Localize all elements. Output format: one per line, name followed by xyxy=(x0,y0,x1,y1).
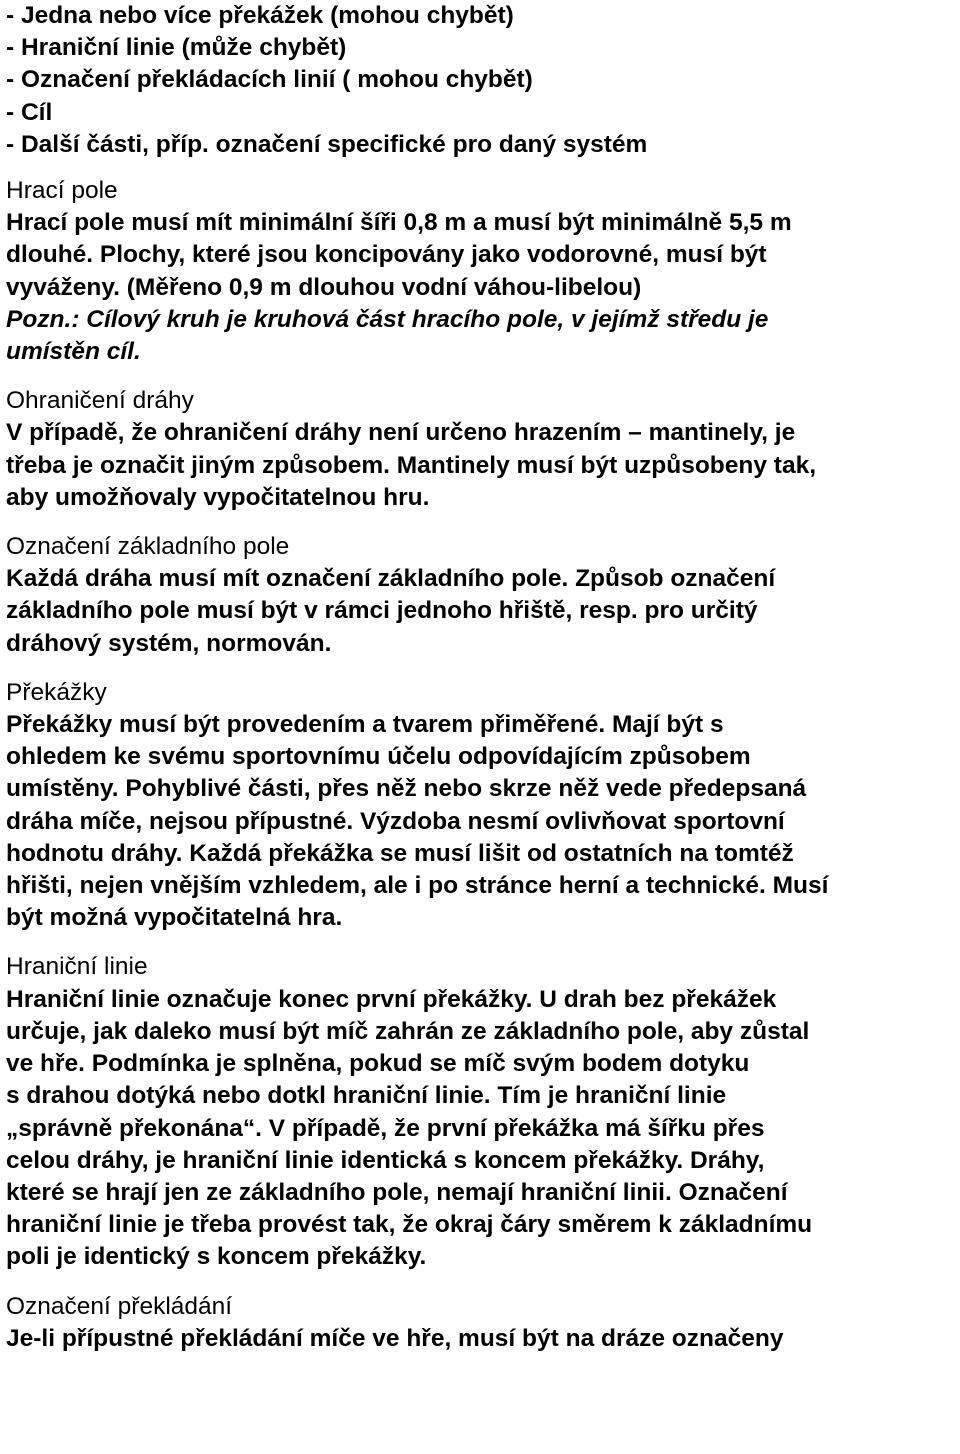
paragraph-line: s drahou dotýká nebo dotkl hraniční linie. Tím je hraniční linie xyxy=(6,1082,727,1110)
paragraph-line: „správně překonána“. V případě, že první překážka má šířku přes xyxy=(6,1114,765,1142)
paragraph-line: dráha míče, nejsou přípustné. Výzdoba nesmí ovlivňovat sportovní xyxy=(6,807,785,835)
paragraph-line: které se hrají jen ze základního pole, nemají hraniční linii. Označení xyxy=(6,1178,788,1206)
list-item: - Cíl xyxy=(6,98,53,126)
paragraph-line: V případě, že ohraničení dráhy není určeno hrazením – mantinely, je xyxy=(6,419,796,447)
paragraph-line: třeba je označit jiným způsobem. Mantinely musí být uzpůsobeny tak, xyxy=(6,451,817,479)
list-item: - Označení překládacích linií ( mohou chybět) xyxy=(6,66,533,94)
section-heading: Překážky xyxy=(6,678,107,706)
paragraph-line: dlouhé. Plochy, které jsou koncipovány jako vodorovné, musí být xyxy=(6,241,767,269)
paragraph-line: hodnotu dráhy. Každá překážka se musí lišit od ostatních na tomtéž xyxy=(6,839,794,867)
list-item: - Hraniční linie (může chybět) xyxy=(6,34,347,62)
paragraph-line: dráhový systém, normován. xyxy=(6,629,332,657)
section-heading: Označení základního pole xyxy=(6,533,290,561)
paragraph-line: Hraniční linie označuje konec první překážky. U drah bez překážek xyxy=(6,985,777,1013)
paragraph-line: Každá dráha musí mít označení základního pole. Způsob označení xyxy=(6,565,776,593)
paragraph-line: vyváženy. (Měřeno 0,9 m dlouhou vodní váhou-libelou) xyxy=(6,273,642,301)
paragraph-line: základního pole musí být v rámci jednoho hřiště, resp. pro určitý xyxy=(6,597,758,625)
section-heading: Hrací pole xyxy=(6,177,118,205)
paragraph-line: Je-li přípustné překládání míče ve hře, musí být na dráze označeny xyxy=(6,1324,784,1352)
intro-list xyxy=(6,0,956,161)
section-heading: Hraniční linie xyxy=(6,953,148,981)
paragraph-line: určuje, jak daleko musí být míč zahrán ze základního pole, aby zůstal xyxy=(6,1017,810,1045)
paragraph-line: ve hře. Podmínka je splněna, pokud se míč svým bodem dotyku xyxy=(6,1050,750,1078)
paragraph-line: hraniční linie je třeba provést tak, že okraj čáry směrem k základnímu xyxy=(6,1211,813,1239)
note-line: umístěn cíl. xyxy=(6,338,141,366)
section-oznaceni-prekladani xyxy=(6,1291,956,1355)
note-line: Pozn.: Cílový kruh je kruhová část hracího pole, v jejímž středu je xyxy=(6,305,769,333)
list-item: - Další části, příp. označení specifické pro daný systém xyxy=(6,130,648,158)
list-item: - Jedna nebo více překážek (mohou chybět) xyxy=(6,2,514,29)
paragraph-line: Hrací pole musí mít minimální šíři 0,8 m a musí být minimálně 5,5 m xyxy=(6,209,792,237)
section-heading: Ohraničení dráhy xyxy=(6,387,194,415)
paragraph-line: být možná vypočitatelná hra. xyxy=(6,904,343,932)
section-prekazky xyxy=(6,677,956,935)
paragraph-line: poli je identický s koncem překážky. xyxy=(6,1243,427,1271)
section-hranicni-linie xyxy=(6,951,956,1273)
section-ohraniceni-drahy xyxy=(6,385,956,514)
paragraph-line: celou dráhy, je hraniční linie identická s koncem překážky. Dráhy, xyxy=(6,1146,765,1174)
section-hraci-pole xyxy=(6,175,956,368)
paragraph-line: Překážky musí být provedením a tvarem přiměřené. Mají být s xyxy=(6,711,724,739)
paragraph-line: aby umožňovaly vypočitatelnou hru. xyxy=(6,483,430,511)
document-page xyxy=(6,0,956,1355)
paragraph-line: ohledem ke svému sportovnímu účelu odpovídajícím způsobem xyxy=(6,743,751,771)
section-heading: Označení překládání xyxy=(6,1292,233,1320)
paragraph-line: hřišti, nejen vnějším vzhledem, ale i po stránce herní a technické. Musí xyxy=(6,872,829,900)
section-oznaceni-zakladniho-pole xyxy=(6,531,956,660)
paragraph-line: umístěny. Pohyblivé části, přes něž nebo skrze něž vede předepsaná xyxy=(6,775,807,803)
